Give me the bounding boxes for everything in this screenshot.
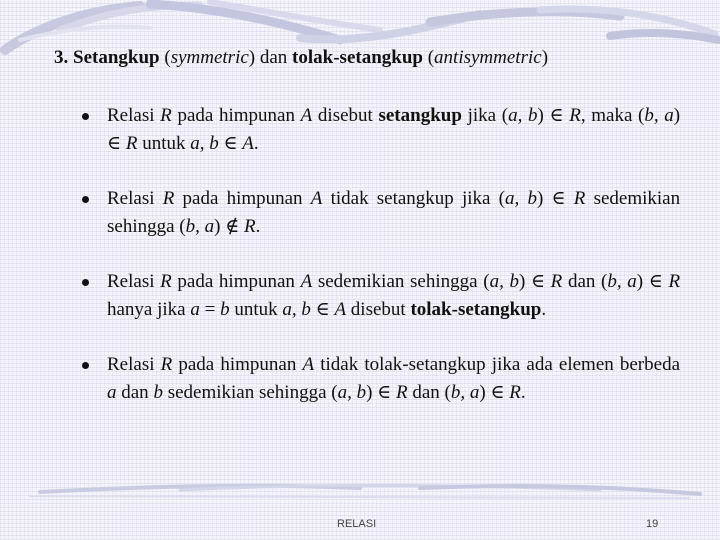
title-term-antisymmetric: tolak-setangkup (292, 47, 423, 68)
slide-title: 3. Setangkup (symmetric) dan tolak-setangkup (antisymmetric) (54, 47, 549, 68)
title-connector: dan (259, 47, 288, 68)
definition-symmetric: Relasi R pada himpunan A disebut setangkup jika (a, b) ∈ R, maka (b, a) ∈ R untuk a, b ∈ A. (80, 102, 680, 158)
title-term-symmetric-english: symmetric (170, 47, 249, 68)
title-term-antisymmetric-english: antisymmetric (434, 47, 542, 68)
footer-label: RELASI (337, 518, 377, 530)
bullet-dot-icon (82, 196, 89, 203)
term-tolak-setangkup: tolak-setangkup (410, 299, 542, 320)
bullet-dot-icon (82, 362, 89, 369)
term-setangkup: setangkup (378, 105, 462, 126)
definition-antisymmetric: Relasi R pada himpunan A sedemikian sehingga (a, b) ∈ R dan (b, a) ∈ R hanya jika a = b untuk a, b ∈ A disebut tolak-setangkup. (80, 268, 680, 324)
definition-not-symmetric: Relasi R pada himpunan A tidak setangkup jika (a, b) ∈ R sedemikian sehingga (b, a) ∉ R. (80, 185, 680, 241)
title-term-symmetric: Setangkup (73, 47, 160, 68)
bullet-dot-icon (82, 279, 89, 286)
bottom-swoosh-decoration (0, 478, 720, 508)
title-number: 3. (54, 47, 69, 68)
bullet-dot-icon (82, 113, 89, 120)
definition-not-antisymmetric: Relasi R pada himpunan A tidak tolak-setangkup jika ada elemen berbeda a dan b sedemikian sehingga (a, b) ∈ R dan (b, a) ∈ R. (80, 351, 680, 407)
page-number: 19 (646, 518, 659, 530)
definition-list (80, 102, 680, 407)
